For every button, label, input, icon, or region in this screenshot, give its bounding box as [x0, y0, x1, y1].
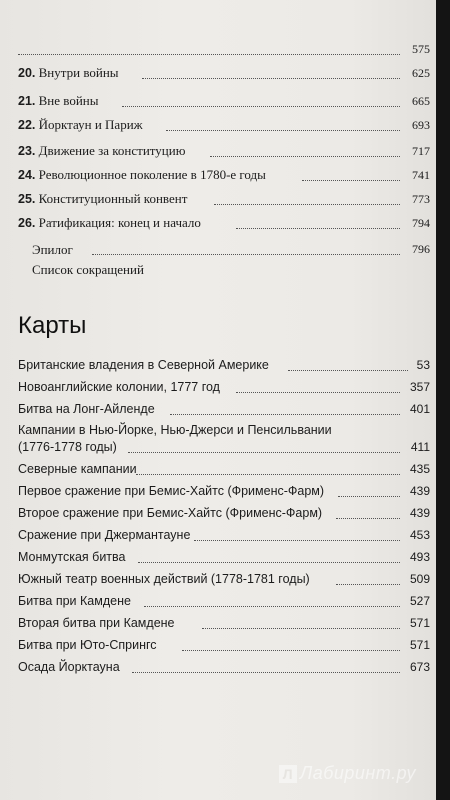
- dot-leader: [214, 204, 400, 205]
- toc-chapter-26: [18, 214, 430, 234]
- page-number: 673: [409, 660, 430, 674]
- page-number: 401: [409, 402, 430, 416]
- page-number: 509: [409, 572, 430, 586]
- dot-leader: [202, 628, 400, 629]
- dot-leader: [210, 156, 400, 157]
- dot-leader: [336, 584, 400, 585]
- dot-leader: [144, 606, 400, 607]
- dot-leader: [338, 496, 400, 497]
- page-number: 741: [412, 168, 430, 182]
- map-title: Битва при Юто-Спрингс: [18, 638, 157, 652]
- dot-leader: [336, 518, 400, 519]
- page-number: 53: [416, 358, 430, 372]
- map-entry: [18, 526, 430, 546]
- map-title: Северные кампании: [18, 462, 137, 476]
- dot-leader: [132, 672, 400, 673]
- page-number: 411: [410, 440, 430, 454]
- map-entry: [18, 548, 430, 568]
- watermark-text: Лабиринт.ру: [299, 763, 416, 783]
- dot-leader: [18, 54, 400, 55]
- toc-abbreviations: [18, 260, 430, 280]
- page-number: 625: [412, 66, 430, 80]
- chapter-label: [18, 143, 185, 159]
- dot-leader: [128, 452, 400, 453]
- map-title: Вторая битва при Камдене: [18, 616, 175, 630]
- chapter-number: 22.: [18, 118, 36, 132]
- map-entry: [18, 438, 430, 458]
- map-entry: [18, 570, 430, 590]
- entry-title: Эпилог: [32, 242, 73, 257]
- map-entry: [18, 658, 430, 678]
- labirint-logo-icon: Л: [279, 765, 297, 783]
- page-number: 357: [409, 380, 430, 394]
- dot-leader: [194, 540, 400, 541]
- toc-chapter-21: [18, 92, 430, 112]
- map-title: Второе сражение при Бемис-Хайтс (Фрименс-Фарм): [18, 506, 323, 520]
- page-number: 571: [409, 638, 430, 652]
- map-entry: [18, 592, 430, 612]
- dot-leader: [236, 392, 400, 393]
- toc-chapter-24: [18, 166, 430, 186]
- chapter-label: [18, 65, 119, 81]
- map-entry: [18, 614, 430, 634]
- chapter-number: 25.: [18, 192, 36, 206]
- page-number: 439: [409, 506, 430, 520]
- watermark: [279, 763, 416, 784]
- chapter-number: 20.: [18, 66, 36, 80]
- toc-chapter-25: [18, 190, 430, 210]
- dot-leader: [170, 414, 400, 415]
- page-number: 773: [412, 192, 430, 206]
- dot-leader: [236, 228, 400, 229]
- map-title: Кампании в Нью-Йорке, Нью-Джерси и Пенсильвании: [18, 423, 332, 437]
- chapter-number: 24.: [18, 168, 36, 182]
- map-entry: [18, 460, 430, 480]
- chapter-number: 23.: [18, 144, 36, 158]
- map-title: Монмутская битва: [18, 550, 126, 564]
- toc-chapter-20: [18, 64, 430, 84]
- map-entry: [18, 482, 430, 502]
- toc-chapter-23: [18, 142, 430, 162]
- dot-leader: [182, 650, 400, 651]
- chapter-title: Йорктаун и Париж: [38, 117, 143, 132]
- chapter-title: Революционное поколение в 1780-е годы: [38, 167, 266, 182]
- map-title: Сражение при Джермантауне: [18, 528, 191, 542]
- page-number: 571: [409, 616, 430, 630]
- chapter-title: Конституционный конвент: [38, 191, 188, 206]
- page-number: 493: [409, 550, 430, 564]
- map-entry: [18, 504, 430, 524]
- dot-leader: [302, 180, 400, 181]
- map-entry: [18, 378, 430, 398]
- chapter-label: [18, 191, 187, 207]
- map-title: Битва при Камдене: [18, 594, 131, 608]
- dot-leader: [136, 474, 400, 475]
- chapter-label: [18, 215, 201, 231]
- chapter-title: Вне войны: [38, 93, 99, 108]
- dot-leader: [138, 562, 400, 563]
- map-title: Осада Йорктауна: [18, 660, 120, 674]
- map-title: Южный театр военных действий (1778-1781 годы): [18, 572, 310, 586]
- chapter-title: Ратификация: конец и начало: [38, 215, 201, 230]
- chapter-label: [18, 167, 266, 183]
- maps-heading: Карты: [18, 312, 87, 339]
- chapter-number: 21.: [18, 94, 36, 108]
- map-entry: [18, 356, 430, 376]
- dot-leader: [122, 106, 400, 107]
- chapter-title: Движение за конституцию: [38, 143, 186, 158]
- dot-leader: [142, 78, 400, 79]
- chapter-label: [18, 93, 99, 109]
- map-title: Новоанглийские колонии, 1777 год: [18, 380, 220, 394]
- toc-chapter-22: [18, 116, 430, 136]
- map-title: Первое сражение при Бемис-Хайтс (Фрименс-Фарм): [18, 484, 325, 498]
- dot-leader: [288, 370, 408, 371]
- map-title: Британские владения в Северной Америке: [18, 358, 269, 372]
- chapter-number: 26.: [18, 216, 36, 230]
- page-number: 794: [412, 216, 430, 230]
- page-number: 527: [409, 594, 430, 608]
- page-number: 693: [412, 118, 430, 132]
- page-number: 796: [412, 242, 430, 256]
- map-entry: [18, 636, 430, 656]
- toc-epilogue: [18, 240, 430, 260]
- dot-leader: [92, 254, 400, 255]
- toc-top-row: [18, 40, 430, 60]
- map-entry: [18, 400, 430, 420]
- chapter-title: Внутри войны: [38, 65, 119, 80]
- page-number: 435: [409, 462, 430, 476]
- chapter-label: [18, 117, 143, 133]
- page-number: 453: [409, 528, 430, 542]
- page-number: 665: [412, 94, 430, 108]
- entry-title: Список сокращений: [32, 262, 144, 277]
- page-number: 717: [412, 144, 430, 158]
- page-number: 575: [412, 42, 430, 56]
- page-number: 439: [409, 484, 430, 498]
- map-title-continuation: (1776-1778 годы): [18, 440, 117, 454]
- map-title: Битва на Лонг-Айленде: [18, 402, 155, 416]
- dot-leader: [166, 130, 400, 131]
